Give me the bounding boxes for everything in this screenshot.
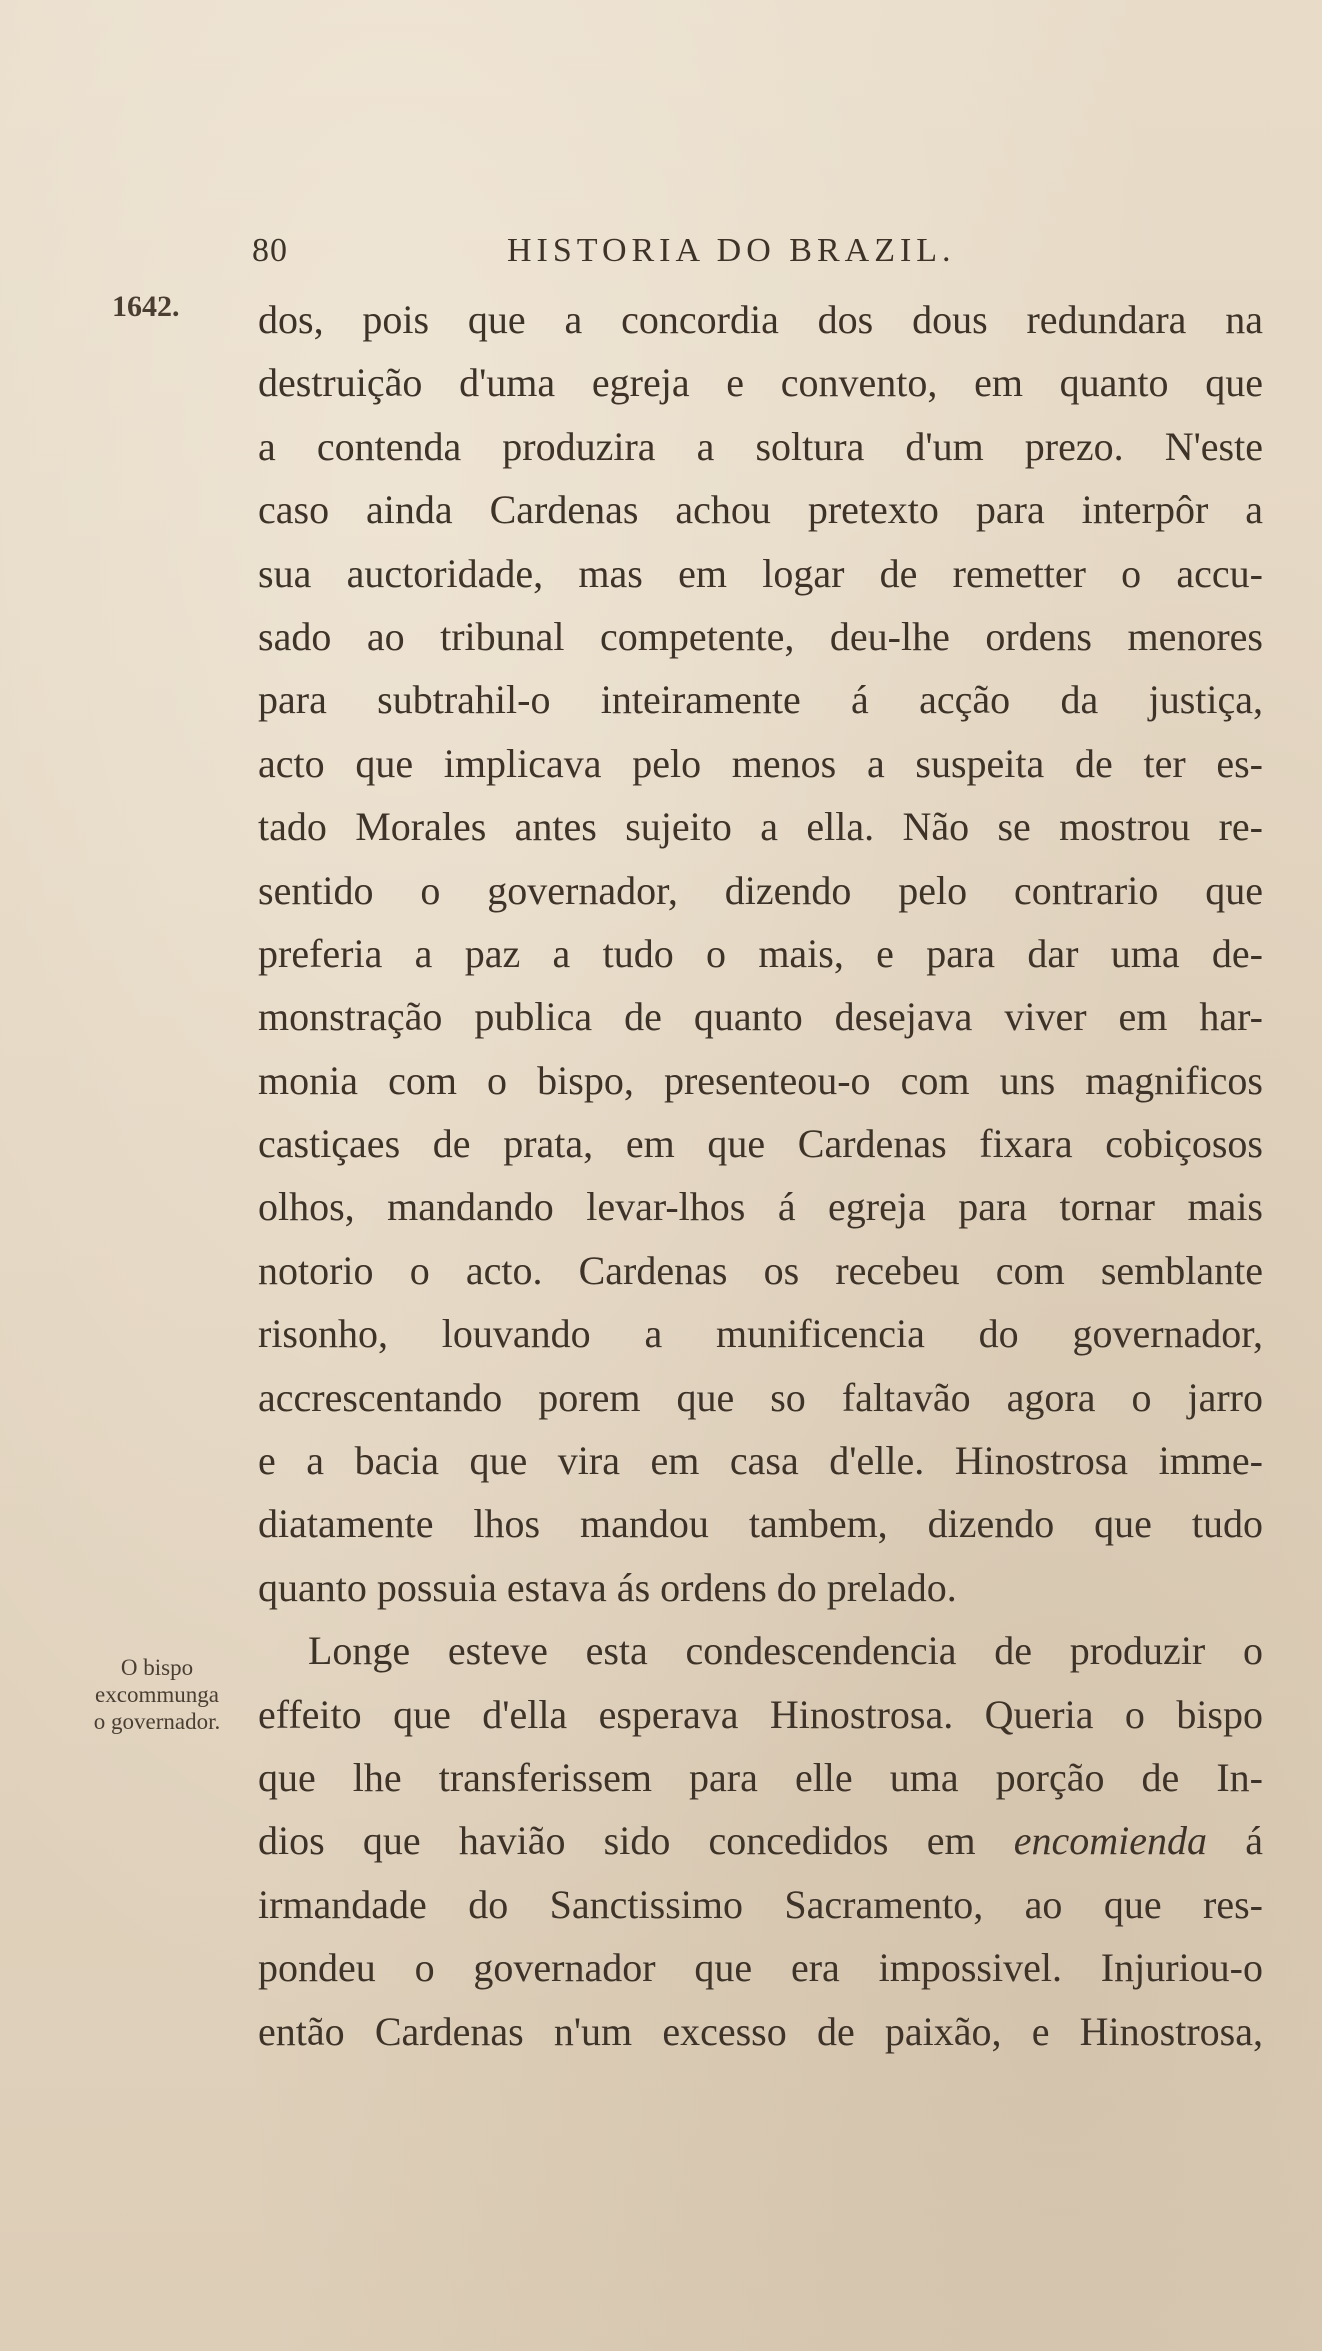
text-line: quanto possuia estava ás ordens do prelado. [258, 1564, 957, 1610]
text-line [258, 1809, 1263, 1872]
body-text [258, 288, 1263, 2063]
text-line: e a bacia que vira em casa d'elle. Hinostrosa imme- [258, 1438, 1263, 1484]
text-line: que lhe transferissem para elle uma porção de In- [258, 1754, 1263, 1800]
text-line: effeito que d'ella esperava Hinostrosa. Queria o bispo [258, 1691, 1263, 1737]
margin-note-line: excommunga [95, 1682, 219, 1707]
text-line: pondeu o governador que era impossivel. Injuriou-o [258, 1945, 1263, 1991]
text-segment: á [1245, 1818, 1263, 1864]
text-line: Longe esteve esta condescendencia de produzir o [308, 1628, 1263, 1674]
page-header [252, 232, 1262, 282]
page-number: 80 [252, 232, 288, 269]
text-line: sentido o governador, dizendo pelo contrario que [258, 867, 1263, 913]
text-line: accrescentando porem que so faltavão agora o jarro [258, 1374, 1263, 1420]
text-line: notorio o acto. Cardenas os recebeu com semblante [258, 1247, 1263, 1293]
paragraph-1 [258, 288, 1263, 1619]
text-line: a contenda produzira a soltura d'um prezo. N'este [258, 423, 1263, 469]
margin-note-line: O bispo [120, 1655, 194, 1680]
text-line: castiçaes de prata, em que Cardenas fixara cobiçosos [258, 1121, 1263, 1167]
italic-term: encomienda [1013, 1818, 1208, 1864]
text-line: para subtrahil-o inteiramente á acção da justiça, [258, 677, 1263, 723]
text-line: caso ainda Cardenas achou pretexto para interpôr a [258, 487, 1263, 533]
text-line: sado ao tribunal competente, deu-lhe ordens menores [258, 613, 1263, 659]
text-line: tado Morales antes sujeito a ella. Não se mostrou re- [258, 804, 1263, 850]
text-line: preferia a paz a tudo o mais, e para dar uma de- [258, 930, 1263, 976]
text-line: diatamente lhos mandou tambem, dizendo que tudo [258, 1501, 1263, 1547]
text-line: dos, pois que a concordia dos dous redundara na [258, 297, 1263, 342]
text-line: monia com o bispo, presenteou-o com uns magnificos [258, 1057, 1263, 1103]
margin-note-line: o governador. [93, 1709, 221, 1734]
text-line: irmandade do Sanctissimo Sacramento, ao que res- [258, 1881, 1263, 1927]
margin-note [72, 1654, 242, 1735]
text-line: acto que implicava pelo menos a suspeita de ter es- [258, 740, 1263, 786]
text-segment: dios que havião sido concedidos em [258, 1818, 976, 1864]
margin-year: 1642. [112, 290, 180, 323]
text-line: olhos, mandando levar-lhos á egreja para tornar mais [258, 1184, 1263, 1230]
text-line: destruição d'uma egreja e convento, em quanto que [258, 360, 1263, 406]
text-line: risonho, louvando a munificencia do governador, [258, 1311, 1263, 1357]
running-title: HISTORIA DO BRAZIL. [507, 232, 956, 269]
text-line: monstração publica de quanto desejava viver em har- [258, 994, 1263, 1040]
text-line: então Cardenas n'um excesso de paixão, e Hinostrosa, [258, 2008, 1263, 2054]
paragraph-2 [258, 1619, 1263, 2063]
text-line: sua auctoridade, mas em logar de remetter o accu- [258, 550, 1263, 596]
